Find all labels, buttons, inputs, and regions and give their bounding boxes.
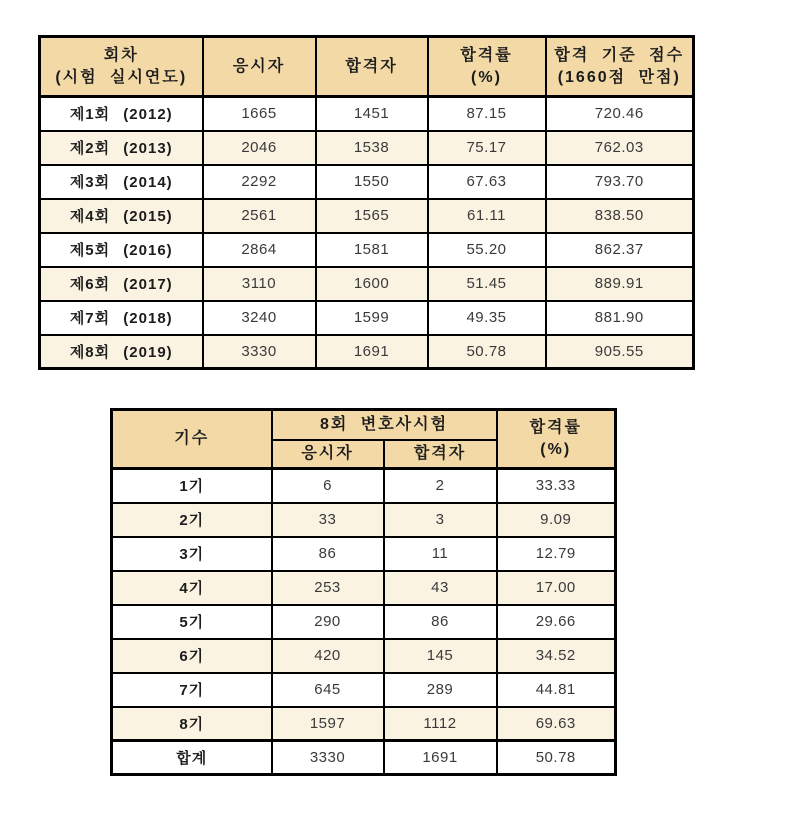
applicants-value: 3110 (203, 267, 316, 301)
passers-value: 1691 (384, 741, 497, 775)
passers-value: 43 (384, 571, 497, 605)
table-row (40, 165, 694, 199)
row-label: 제6회 (2017) (40, 267, 203, 301)
rate-value: 67.63 (428, 165, 546, 199)
header-applicants: 응시자 (272, 440, 384, 469)
passers-value: 289 (384, 673, 497, 707)
cohort-results-table (110, 408, 617, 776)
header-line: 합격 기준 점수 (554, 46, 685, 64)
table-row (112, 605, 616, 639)
header-line: 합격률 (529, 419, 582, 437)
table-row (40, 233, 694, 267)
header-pass-rate (428, 37, 546, 97)
score-value: 905.55 (546, 335, 694, 369)
applicants-value: 290 (272, 605, 384, 639)
applicants-value: 3330 (203, 335, 316, 369)
header-line: (%) (540, 441, 572, 458)
passers-value: 2 (384, 469, 497, 503)
rate-value: 33.33 (497, 469, 616, 503)
table-row (112, 469, 616, 503)
table-row (112, 503, 616, 537)
passers-value: 145 (384, 639, 497, 673)
table-row (40, 301, 694, 335)
rate-value: 34.52 (497, 639, 616, 673)
applicants-value: 2864 (203, 233, 316, 267)
row-label: 제1회 (2012) (40, 97, 203, 131)
passers-value: 86 (384, 605, 497, 639)
header-line: (1660점 만점) (557, 68, 681, 86)
rate-value: 50.78 (428, 335, 546, 369)
row-label: 제5회 (2016) (40, 233, 203, 267)
row-label: 제4회 (2015) (40, 199, 203, 233)
applicants-value: 2561 (203, 199, 316, 233)
applicants-value: 3240 (203, 301, 316, 335)
applicants-value: 33 (272, 503, 384, 537)
header-cutoff-score (546, 37, 694, 97)
applicants-value: 253 (272, 571, 384, 605)
header-exam-group: 8회 변호사시험 (272, 410, 497, 440)
row-label: 7기 (112, 673, 272, 707)
applicants-value: 86 (272, 537, 384, 571)
score-value: 838.50 (546, 199, 694, 233)
row-label: 6기 (112, 639, 272, 673)
row-label: 제2회 (2013) (40, 131, 203, 165)
rate-value: 55.20 (428, 233, 546, 267)
row-label: 5기 (112, 605, 272, 639)
score-value: 889.91 (546, 267, 694, 301)
passers-value: 1581 (316, 233, 428, 267)
score-value: 881.90 (546, 301, 694, 335)
applicants-value: 2046 (203, 131, 316, 165)
rate-value: 75.17 (428, 131, 546, 165)
table-row (40, 97, 694, 131)
passers-value: 1599 (316, 301, 428, 335)
exam-history-table (38, 35, 695, 370)
rate-value: 50.78 (497, 741, 616, 775)
header-line: (%) (471, 68, 502, 86)
total-row (112, 741, 616, 775)
header-row (112, 410, 616, 440)
applicants-value: 6 (272, 469, 384, 503)
header-line: 회차 (103, 46, 139, 64)
table-row (112, 537, 616, 571)
table-row (112, 571, 616, 605)
row-label: 제8회 (2019) (40, 335, 203, 369)
applicants-value: 645 (272, 673, 384, 707)
row-label: 2기 (112, 503, 272, 537)
header-passers: 합격자 (384, 440, 497, 469)
rate-value: 87.15 (428, 97, 546, 131)
header-line: 합격률 (460, 46, 513, 64)
applicants-value: 3330 (272, 741, 384, 775)
rate-value: 9.09 (497, 503, 616, 537)
applicants-value: 1597 (272, 707, 384, 741)
applicants-value: 420 (272, 639, 384, 673)
rate-value: 49.35 (428, 301, 546, 335)
header-applicants: 응시자 (203, 37, 316, 97)
rate-value: 29.66 (497, 605, 616, 639)
applicants-value: 1665 (203, 97, 316, 131)
passers-value: 1451 (316, 97, 428, 131)
table-row (112, 639, 616, 673)
rate-value: 12.79 (497, 537, 616, 571)
header-passers: 합격자 (316, 37, 428, 97)
passers-value: 1538 (316, 131, 428, 165)
passers-value: 1550 (316, 165, 428, 199)
rate-value: 69.63 (497, 707, 616, 741)
score-value: 762.03 (546, 131, 694, 165)
table-row (40, 199, 694, 233)
row-label: 4기 (112, 571, 272, 605)
passers-value: 1565 (316, 199, 428, 233)
score-value: 793.70 (546, 165, 694, 199)
row-label: 1기 (112, 469, 272, 503)
header-round (40, 37, 203, 97)
row-label: 8기 (112, 707, 272, 741)
rate-value: 51.45 (428, 267, 546, 301)
header-cohort: 기수 (112, 410, 272, 469)
rate-value: 61.11 (428, 199, 546, 233)
row-label: 3기 (112, 537, 272, 571)
score-value: 720.46 (546, 97, 694, 131)
header-line: (시험 실시연도) (55, 68, 188, 86)
table-row (40, 335, 694, 369)
header-pass-rate (497, 410, 616, 469)
row-label: 제3회 (2014) (40, 165, 203, 199)
row-label: 제7회 (2018) (40, 301, 203, 335)
header-row (40, 37, 694, 97)
passers-value: 3 (384, 503, 497, 537)
score-value: 862.37 (546, 233, 694, 267)
total-label: 합계 (112, 741, 272, 775)
table-row (40, 267, 694, 301)
passers-value: 1112 (384, 707, 497, 741)
rate-value: 17.00 (497, 571, 616, 605)
passers-value: 1691 (316, 335, 428, 369)
table-row (112, 673, 616, 707)
passers-value: 1600 (316, 267, 428, 301)
passers-value: 11 (384, 537, 497, 571)
applicants-value: 2292 (203, 165, 316, 199)
rate-value: 44.81 (497, 673, 616, 707)
table-row (112, 707, 616, 741)
table-row (40, 131, 694, 165)
